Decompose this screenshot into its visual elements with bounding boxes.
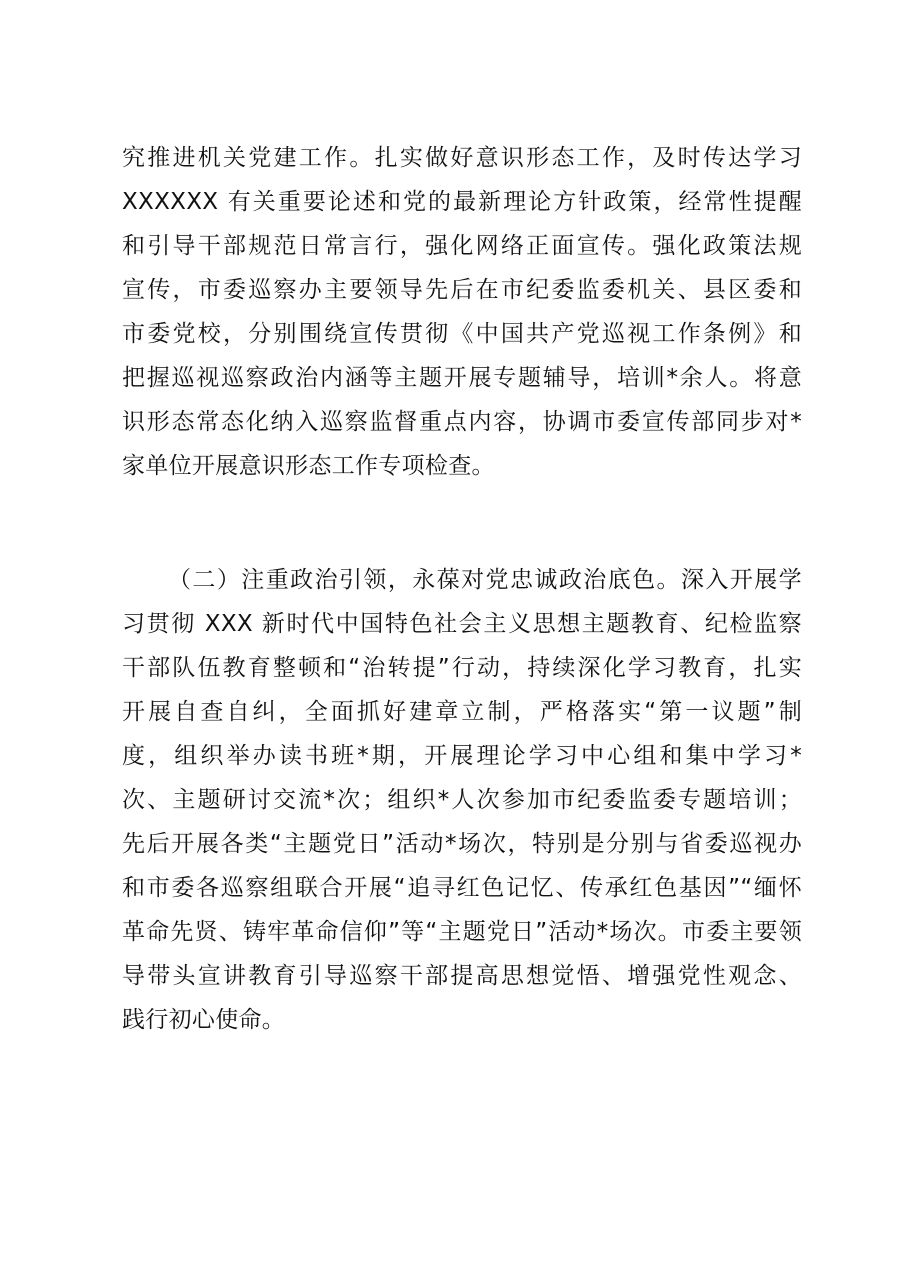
- paragraph-2-line: 习贯彻 XXX 新时代中国特色社会主义思想主题教育、纪检监察: [122, 611, 802, 637]
- paragraph-1: [122, 136, 802, 488]
- paragraph-2-line: 开展自查自纠，全面抓好建章立制，严格落实“第一议题”制: [122, 699, 802, 725]
- paragraph-2-line: 革命先贤、铸牢革命信仰”等“主题党日”活动*场次。市委主要领: [122, 919, 802, 945]
- paragraph-2-line: 先后开展各类“主题党日”活动*场次，特别是分别与省委巡视办: [122, 831, 802, 857]
- paragraph-1-line: 市委党校，分别围绕宣传贯彻《中国共产党巡视工作条例》和: [122, 321, 802, 347]
- paragraph-2-line: 践行初心使命。: [122, 1007, 286, 1033]
- paragraph-1-line: 究推进机关党建工作。扎实做好意识形态工作，及时传达学习: [122, 145, 802, 171]
- paragraph-2-line: （二）注重政治引领，永葆对党忠诚政治底色。深入开展学: [168, 567, 802, 593]
- paragraph-2-line: 干部队伍教育整顿和“治转提”行动，持续深化学习教育，扎实: [122, 655, 802, 681]
- paragraph-1-line: 把握巡视巡察政治内涵等主题开展专题辅导，培训*余人。将意: [122, 365, 802, 391]
- paragraph-1-line: 家单位开展意识形态工作专项检查。: [122, 453, 495, 479]
- paragraph-1-line: 宣传，市委巡察办主要领导先后在市纪委监委机关、县区委和: [122, 277, 802, 303]
- paragraph-1-line: 和引导干部规范日常言行，强化网络正面宣传。强化政策法规: [122, 233, 802, 259]
- paragraph-2-line: 次、主题研讨交流*次；组织*人次参加市纪委监委专题培训；: [122, 787, 802, 813]
- paragraph-2-line: 导带头宣讲教育引导巡察干部提高思想觉悟、增强党性观念、: [122, 963, 802, 989]
- paragraph-2-line: 和市委各巡察组联合开展“追寻红色记忆、传承红色基因”“缅怀: [122, 875, 802, 901]
- paragraph-1-line: 识形态常态化纳入巡察监督重点内容，协调市委宣传部同步对*: [122, 409, 802, 435]
- paragraph-2-line: 度，组织举办读书班*期，开展理论学习中心组和集中学习*: [122, 743, 802, 769]
- paragraph-1-line: XXXXXX 有关重要论述和党的最新理论方针政策，经常性提醒: [122, 189, 802, 215]
- paragraph-2: [122, 558, 802, 1042]
